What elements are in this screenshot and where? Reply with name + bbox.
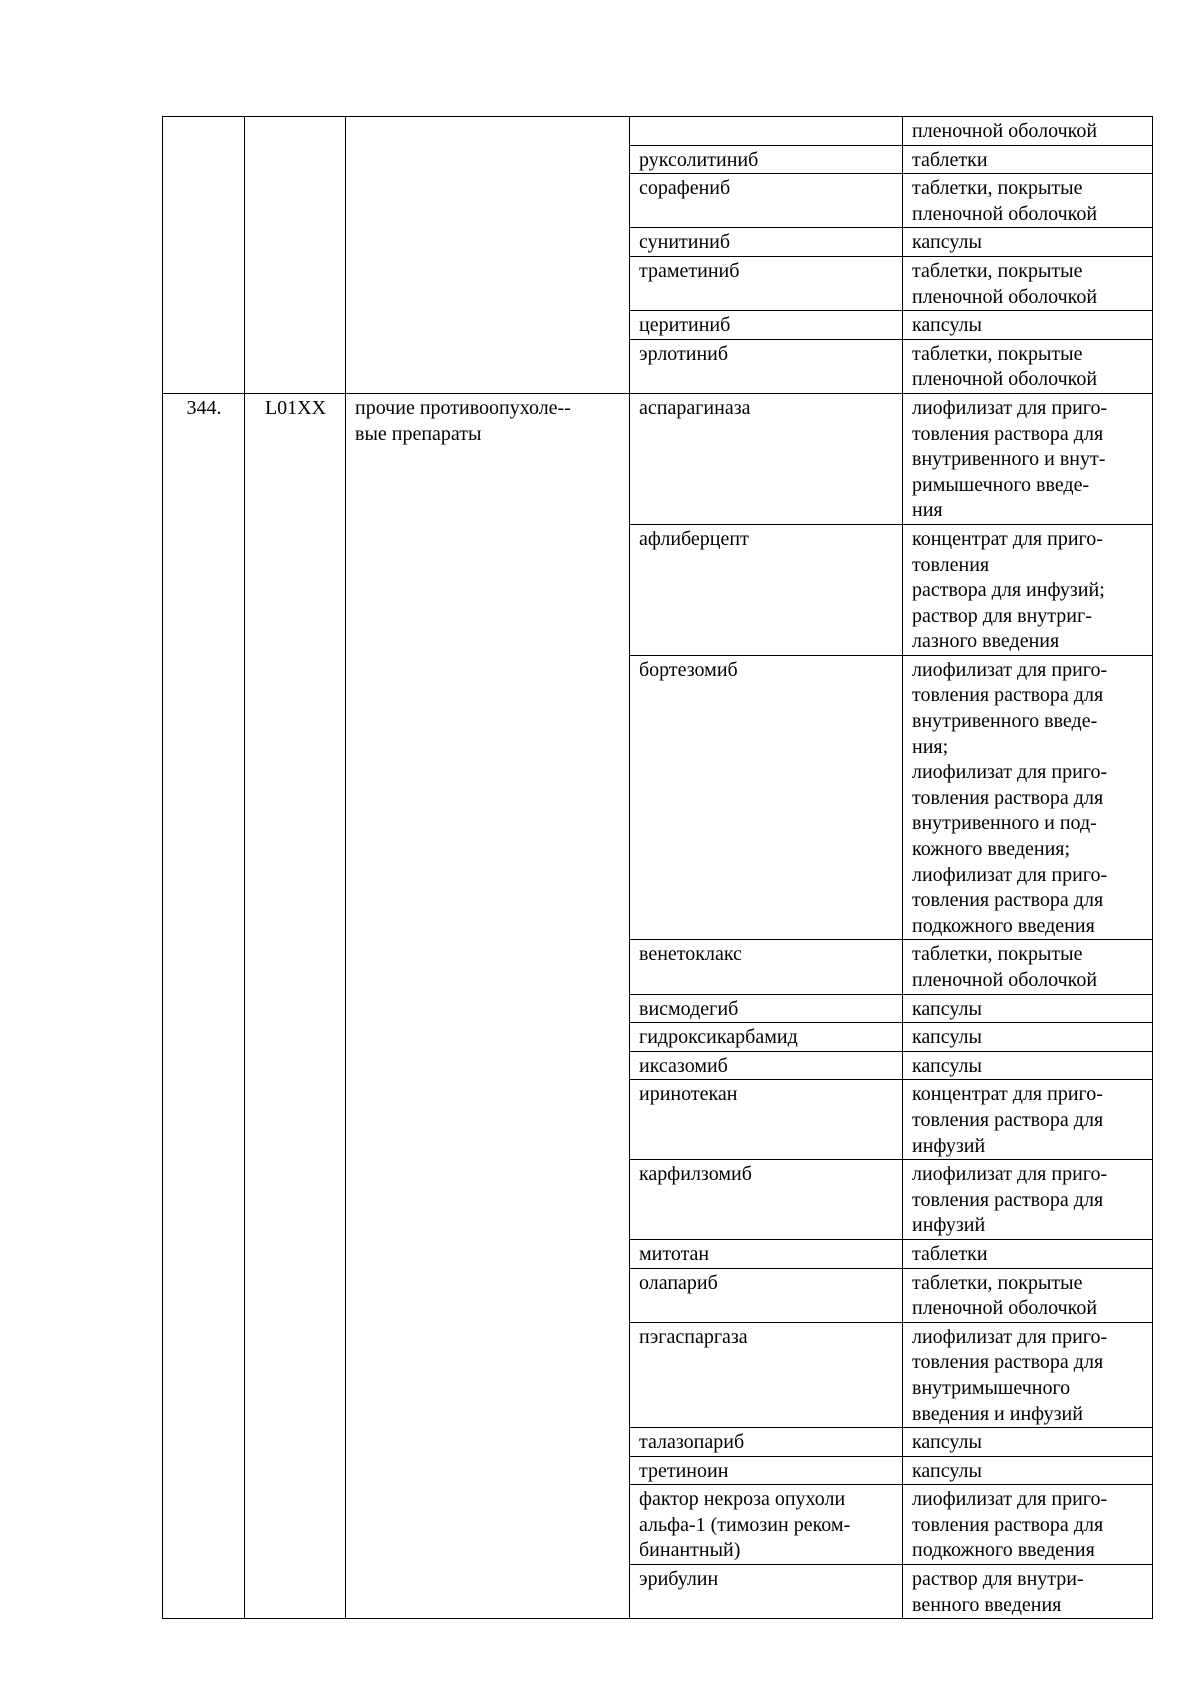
drug-name-line: митотан <box>639 1242 710 1265</box>
dosage-form-line: таблетки, покрытые <box>912 1271 1083 1294</box>
drug-name-line: эрибулин <box>639 1568 719 1591</box>
dosage-form-line: лиофилизат для приго- <box>912 396 1108 419</box>
drug-name-cell <box>630 994 903 1023</box>
drug-name-cell <box>630 1485 903 1565</box>
dosage-form-line: подкожного введения <box>912 1539 1095 1562</box>
drug-name-cell <box>630 1051 903 1080</box>
drug-name-line: руксолитиниб <box>639 148 759 171</box>
dosage-form-line: лиофилизат для приго- <box>912 1488 1108 1511</box>
dosage-form-line: капсулы <box>912 1459 982 1482</box>
dosage-form-line: капсулы <box>912 314 982 337</box>
dosage-form-line: товления раствора для <box>912 1513 1104 1536</box>
dosage-form-line: товления раствора для <box>912 786 1104 809</box>
row-number-cell <box>163 117 245 394</box>
dosage-form-cell <box>903 228 1153 257</box>
dosage-form-cell <box>903 994 1153 1023</box>
dosage-form-cell <box>903 1456 1153 1485</box>
dosage-form-cell <box>903 524 1153 655</box>
atc-code-cell <box>245 117 346 394</box>
dosage-form-line: римышечного введе- <box>912 473 1090 496</box>
dosage-form-line: подкожного введения <box>912 914 1095 937</box>
dosage-form-cell <box>903 1239 1153 1268</box>
drug-name-cell <box>630 228 903 257</box>
drug-group-cell <box>346 117 630 394</box>
drug-name-line: сунитиниб <box>639 231 731 254</box>
dosage-form-line: капсулы <box>912 1054 982 1077</box>
dosage-form-cell <box>903 339 1153 393</box>
drug-name-line: церитиниб <box>639 314 731 337</box>
dosage-form-line: товления раствора для <box>912 1188 1104 1211</box>
drug-name-cell <box>630 1023 903 1052</box>
drug-name-cell <box>630 339 903 393</box>
dosage-form-line: таблетки, покрытые <box>912 342 1083 365</box>
drug-name-cell <box>630 1428 903 1457</box>
dosage-form-line: пленочной оболочкой <box>912 969 1098 991</box>
dosage-form-line: пленочной оболочкой <box>912 202 1098 225</box>
drug-name-cell <box>630 145 903 174</box>
drug-name-line: иксазомиб <box>639 1054 728 1077</box>
row-number-cell: 344. <box>163 393 245 1618</box>
dosage-form-line: инфузий <box>912 1134 986 1157</box>
dosage-form-cell <box>903 940 1153 994</box>
dosage-form-line: раствор для внутриг- <box>912 604 1092 627</box>
drug-name-cell <box>630 1268 903 1322</box>
drug-name-cell <box>630 256 903 310</box>
drug-name-line: талазопариб <box>639 1431 745 1454</box>
drug-name-cell <box>630 1322 903 1427</box>
dosage-form-cell <box>903 145 1153 174</box>
drug-group-cell <box>346 393 630 1618</box>
dosage-form-line: капсулы <box>912 1431 982 1454</box>
dosage-form-line: таблетки <box>912 1242 988 1265</box>
dosage-form-line: пленочной оболочкой <box>912 285 1098 308</box>
drug-name-cell <box>630 524 903 655</box>
drug-name-line: венетоклакс <box>639 943 742 966</box>
dosage-form-cell <box>903 117 1153 146</box>
dosage-form-line: раствор для внутри- <box>912 1568 1084 1591</box>
dosage-form-line: венного введения <box>912 1593 1062 1616</box>
dosage-form-line: внутривенного введе- <box>912 710 1098 733</box>
drug-name-cell <box>630 1565 903 1619</box>
dosage-form-line: концентрат для приго- <box>912 1083 1103 1106</box>
drug-name-line: афлиберцепт <box>639 527 749 550</box>
drug-name-cell <box>630 1456 903 1485</box>
dosage-form-line: таблетки, покрытые <box>912 943 1083 966</box>
dosage-form-line: внутривенного и внут- <box>912 448 1106 471</box>
drug-name-line: олапариб <box>639 1271 718 1294</box>
dosage-form-cell <box>903 393 1153 524</box>
drug-name-cell <box>630 311 903 340</box>
table-row <box>163 117 1153 146</box>
drug-name-cell <box>630 1080 903 1160</box>
dosage-form-cell <box>903 1023 1153 1052</box>
drug-name-line: гидроксикарбамид <box>639 1026 798 1049</box>
dosage-form-line: капсулы <box>912 231 982 254</box>
drug-name-line: висмодегиб <box>639 997 739 1020</box>
drug-name-line: иринотекан <box>639 1083 738 1106</box>
dosage-form-line: капсулы <box>912 997 982 1020</box>
dosage-form-cell <box>903 1565 1153 1619</box>
dosage-form-cell <box>903 1268 1153 1322</box>
dosage-form-line: таблетки, покрытые <box>912 259 1083 282</box>
dosage-form-cell <box>903 1080 1153 1160</box>
drug-name-line: третиноин <box>639 1459 729 1482</box>
drug-name-line: аспарагиназа <box>639 396 751 419</box>
dosage-form-line: кожного введения; <box>912 838 1071 861</box>
dosage-form-line: введения и инфузий <box>912 1402 1083 1425</box>
drug-name-cell <box>630 940 903 994</box>
drug-name-line: эрлотиниб <box>639 342 729 365</box>
atc-code-cell: L01XX <box>245 393 346 1618</box>
dosage-form-cell <box>903 655 1153 940</box>
dosage-form-cell <box>903 1051 1153 1080</box>
drug-name-line: сорафениб <box>639 177 731 200</box>
dosage-form-cell <box>903 1322 1153 1427</box>
dosage-form-line: лазного введения <box>912 630 1060 653</box>
dosage-form-cell <box>903 311 1153 340</box>
drug-name-line: карфилзомиб <box>639 1163 752 1186</box>
dosage-form-line: ния <box>912 499 943 522</box>
dosage-form-cell <box>903 174 1153 228</box>
dosage-form-line: ния; <box>912 735 949 758</box>
drug-name-cell <box>630 174 903 228</box>
drug-name-cell <box>630 655 903 940</box>
dosage-form-line: лиофилизат для приго- <box>912 761 1108 784</box>
dosage-form-line: концентрат для приго- <box>912 527 1103 550</box>
dosage-form-line: таблетки, покрытые <box>912 177 1083 200</box>
dosage-form-cell <box>903 1160 1153 1240</box>
drug-name-line: траметиниб <box>639 259 740 282</box>
dosage-form-line: товления раствора для <box>912 1108 1104 1131</box>
dosage-form-line: товления раствора для <box>912 422 1104 445</box>
drug-name-line: альфа-1 (тимозин реком- <box>639 1513 851 1536</box>
dosage-form-line: пленочной оболочкой <box>912 120 1098 142</box>
table-row <box>163 393 1153 524</box>
dosage-form-cell <box>903 1485 1153 1565</box>
dosage-form-line: внутривенного и под- <box>912 812 1097 835</box>
dosage-form-line: лиофилизат для приго- <box>912 658 1108 681</box>
drug-group-line: прочие противоопухоле-- <box>355 396 571 419</box>
dosage-form-line: внутримышечного <box>912 1376 1071 1399</box>
drug-name-cell <box>630 117 903 146</box>
drug-name-line: бортезомиб <box>639 658 738 681</box>
dosage-form-line: лиофилизат для приго- <box>912 863 1108 886</box>
drug-name-cell <box>630 1239 903 1268</box>
dosage-form-line: пленочной оболочкой <box>912 368 1098 391</box>
dosage-form-line: раствора для инфузий; <box>912 579 1105 602</box>
dosage-form-line: таблетки <box>912 148 988 171</box>
drug-group-line: вые препараты <box>355 422 482 445</box>
dosage-form-line: товления раствора для <box>912 684 1104 707</box>
drug-name-cell <box>630 393 903 524</box>
drug-list-table <box>162 116 1153 1619</box>
drug-name-line: пэгаспаргаза <box>639 1325 748 1348</box>
dosage-form-line: товления раствора для <box>912 889 1104 912</box>
dosage-form-line: пленочной оболочкой <box>912 1297 1098 1320</box>
dosage-form-line: товления <box>912 553 990 576</box>
dosage-form-line: инфузий <box>912 1214 986 1237</box>
drug-name-cell <box>630 1160 903 1240</box>
dosage-form-line: товления раствора для <box>912 1351 1104 1374</box>
dosage-form-cell <box>903 256 1153 310</box>
drug-name-line: бинантный) <box>639 1539 741 1562</box>
dosage-form-line: капсулы <box>912 1026 982 1049</box>
dosage-form-line: лиофилизат для приго- <box>912 1163 1108 1186</box>
dosage-form-cell <box>903 1428 1153 1457</box>
dosage-form-line: лиофилизат для приго- <box>912 1325 1108 1348</box>
drug-name-line: фактор некроза опухоли <box>639 1488 846 1511</box>
